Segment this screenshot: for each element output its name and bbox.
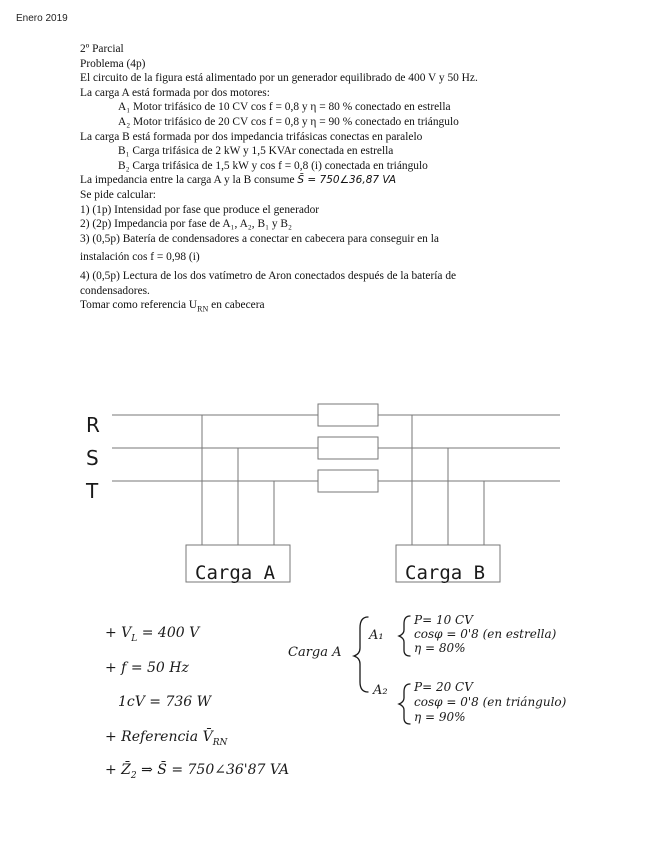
tasks-heading: Se pide calcular:: [80, 188, 156, 201]
impedance-r: [318, 404, 378, 426]
reference-suffix: en cabecera: [211, 299, 265, 312]
impedance-formula: S̄ = 750∠36,87 VA: [297, 174, 397, 187]
load-b2-description: B₂ Carga trifásica de 1,5 kW y cos f = 0,8 (i) conectada en triángulo: [118, 159, 428, 172]
task-2: 2) (2p) Impedancia por fase de A₁, A₂, B₁ y B₂: [80, 218, 293, 231]
task-4: 4) (0,5p) Lectura de los dos vatímetro de Aron conectados después de la batería de: [80, 269, 457, 282]
note-a1-power: P= 10 CV: [414, 613, 473, 627]
note-reference-sub: RN: [212, 737, 228, 748]
reference-text: Tomar como referencia U: [80, 299, 198, 312]
note-frequency: + f = 50 Hz: [105, 660, 189, 676]
note-impedance-value: ⇒ S̄ = 750∠36'87 VA: [141, 762, 290, 778]
reference-subscript: RN: [197, 304, 209, 314]
carga-a-brace: [354, 617, 368, 692]
task-3-cont: instalación cos f = 0,98 (i): [80, 251, 200, 264]
motor-a1-description: A₁ Motor trifásico de 10 CV cos f = 0,8 y η = 80 % conectado en estrella: [118, 101, 451, 114]
note-a2-power: P= 20 CV: [414, 680, 473, 694]
note-a1-cos: cosφ = 0'8 (en estrella): [414, 627, 557, 641]
note-a2-name: A₂: [373, 683, 388, 698]
load-b1-description: B₁ Carga trifásica de 2 kW y 1,5 KVAr conectada en estrella: [118, 145, 394, 158]
motor-a2-description: A₂ Motor trifásico de 20 CV cos f = 0,8 y η = 90 % conectado en triángulo: [118, 115, 459, 128]
note-voltage-value: = 400 V: [141, 625, 200, 641]
note-impedance-prefix: + Z̄: [105, 762, 131, 778]
task-3: 3) (0,5p) Batería de condensadores a conectar en cabecera para conseguir en la: [80, 232, 439, 245]
impedance-t: [318, 470, 378, 492]
phase-label-t: T: [86, 479, 99, 503]
load-b-description: La carga B está formada por dos impedancia trifásicas conectas en paralelo: [80, 130, 423, 143]
note-reference: [105, 729, 227, 748]
note-voltage: [105, 625, 199, 644]
note-cv-conversion: 1cV = 736 W: [118, 694, 212, 710]
problem-heading: Problema (4p): [80, 57, 146, 70]
note-impedance-sub: 2: [130, 770, 137, 781]
exam-title: 2º Parcial: [80, 43, 124, 55]
note-voltage-prefix: + V: [105, 625, 132, 641]
impedance-text: La impedancia entre la carga A y la B consume: [80, 174, 295, 187]
note-a2-cos: cosφ = 0'8 (en triángulo): [414, 695, 567, 709]
note-a1-name: A₁: [369, 628, 384, 643]
note-reference-text: + Referencia V̄: [105, 729, 213, 745]
a2-brace: [399, 684, 410, 724]
load-a-description: La carga A está formada por dos motores:: [80, 86, 270, 99]
note-a2-eff: η = 90%: [414, 710, 466, 724]
problem-intro: El circuito de la figura está alimentado por un generador equilibrado de 400 V y 50 Hz.: [80, 72, 478, 85]
note-a1-eff: η = 80%: [414, 641, 466, 655]
impedance-s: [318, 437, 378, 459]
note-voltage-sub: L: [131, 633, 138, 644]
load-a-label: Carga A: [195, 562, 276, 584]
note-carga-a-label: Carga A: [288, 645, 342, 660]
phase-label-s: S: [86, 446, 99, 470]
phase-label-r: R: [86, 413, 100, 437]
load-b-label: Carga B: [405, 562, 486, 584]
task-4-cont: condensadores.: [80, 284, 150, 297]
a1-brace: [399, 616, 410, 656]
header-date: Enero 2019: [16, 13, 68, 24]
note-impedance: [105, 762, 289, 781]
task-1: 1) (1p) Intensidad por fase que produce el generador: [80, 203, 320, 216]
